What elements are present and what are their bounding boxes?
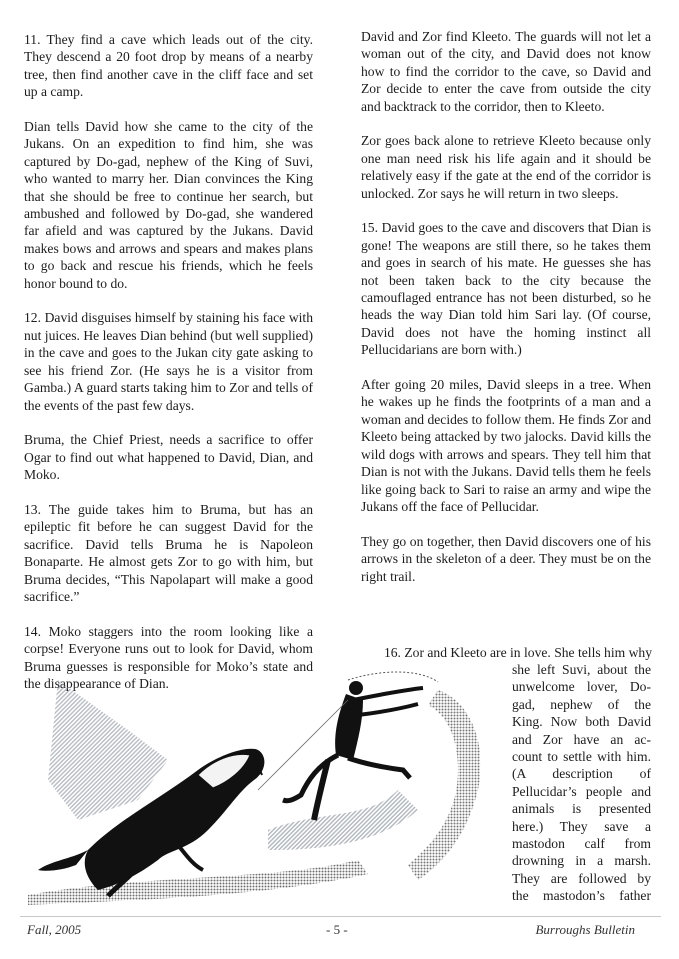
footer-page-number: - 5 - [326,922,348,937]
paragraph-16-line: (A description of [512,766,651,782]
paragraph-16-wrapped [512,661,651,905]
paragraph-15: 15. David goes to the cave and discovers that Dian is gone! The weapons are still there, so he takes them and goes in search of his mate. He guesses she has not been taken back to the city because the camouflaged entrance has not been disturbed, so he heads the way Dian told him Sari lay. (Of course, David does not have the homing instinct all Pellucidarians are born with.) [361,220,651,358]
paragraph-16-line: gad, nephew of the [512,696,651,712]
footer-publication: Burroughs Bulletin [535,922,635,937]
paragraph-16-first-line: 16. Zor and Kleeto are in love. She tells him why [383,645,652,660]
paragraph-11: 11. They find a cave which leads out of the city. They descend a 20 foot drop by means of a nearby tree, then find another cave in the cliff face and set up a camp. [24,32,313,100]
right-column [361,28,651,602]
paragraph-bruma: Bruma, the Chief Priest, needs a sacrifice to offer Ogar to find out what happened to David, Dian, and Moko. [24,432,313,483]
paragraph-16-line: the mastodon’s father [512,888,651,904]
left-column [24,31,313,710]
paragraph-zor-goes-back: Zor goes back alone to retrieve Kleeto because only one man need risk his life again and it should be relatively easy if the gate at the end of the corridor is unlocked. Zor says he will return in two sleeps. [361,133,651,201]
paragraph-16-line: They are followed by [512,870,651,886]
paragraph-16-line: she left Suvi, about the [512,662,651,677]
illustration-sabretooth-and-runner [18,660,498,910]
paragraph-14: 14. Moko staggers into the room looking like a corpse! Everyone runs out to look for David, whom Bruma guesses is responsible for Moko’s state and the disappearance of Dian. [24,623,313,691]
paragraph-16-line: count to settle with him. [512,749,651,765]
paragraph-16-line: animals is presented [512,801,651,817]
paragraph-13: 13. The guide takes him to Bruma, but has an epileptic fit before he can suggest David for the sacrifice. David tells Bruma he is Napoleon Bonaparte. He almost gets Zor to go with him, but Bruma decides, “This Napolapart will make a good sacrifice.” [24,501,313,604]
footer-date: Fall, 2005 [27,922,82,937]
paragraph-16-line: unwelcome lover, Do- [512,679,651,695]
footer-divider [20,916,661,917]
paragraph-dian-tells: Dian tells David how she came to the city of the Jukans. On an expedition to find him, she was captured by Do-gad, nephew of the King of Suvi, who wanted to marry her. Dian convinces the King that she should be free to continue her search, but ambushed and followed by Do-gad, she wandered far afield and was captured by the Jukans. David makes bows and arrows and spears and makes plans to go back and rescue his friends, which he feels honor bound to do. [24,119,313,291]
paragraph-go-on-together: They go on together, then David discovers one of his arrows in the skeleton of a deer. They must be on the right trail. [361,533,651,584]
paragraph-16-line: mastodon calf from [512,836,651,852]
paragraph-16-line: King. Now both David [512,714,651,730]
paragraph-20-miles: After going 20 miles, David sleeps in a tree. When he wakes up he finds the footprints of a man and a woman and decides to follow them. He finds Zor and Kleeto being attacked by two jalocks. David kills the wild dogs with arrows and spears. They tell him that Dian is not with the Jukans. David tells them he feels like going back to Sari to raise an army and wipe the Jukans off the face of Pellucidar. [361,377,651,514]
paragraph-16-line: drowning in a marsh. [512,853,651,869]
paragraph-16-line: here.) They save a [512,818,651,834]
paragraph-16-line: Pellucidar’s people and [512,783,651,799]
paragraph-find-kleeto: David and Zor find Kleeto. The guards will not let a woman out of the city, and David does not know how to find the corridor to the cave, so David and Zor decide to enter the cave from outside the city and backtrack to the corridor, then to Kleeto. [361,29,651,114]
paragraph-12: 12. David disguises himself by staining his face with nut juices. He leaves Dian behind (but well supplied) in the cave and goes to the Jukan city gate asking to see his friend Zor. (He says he is a visitor from Gamba.) A guard starts taking him to Zor and tells of the events of the past few days. [24,310,313,413]
paragraph-16-line: and Zor have an ac- [512,731,651,747]
